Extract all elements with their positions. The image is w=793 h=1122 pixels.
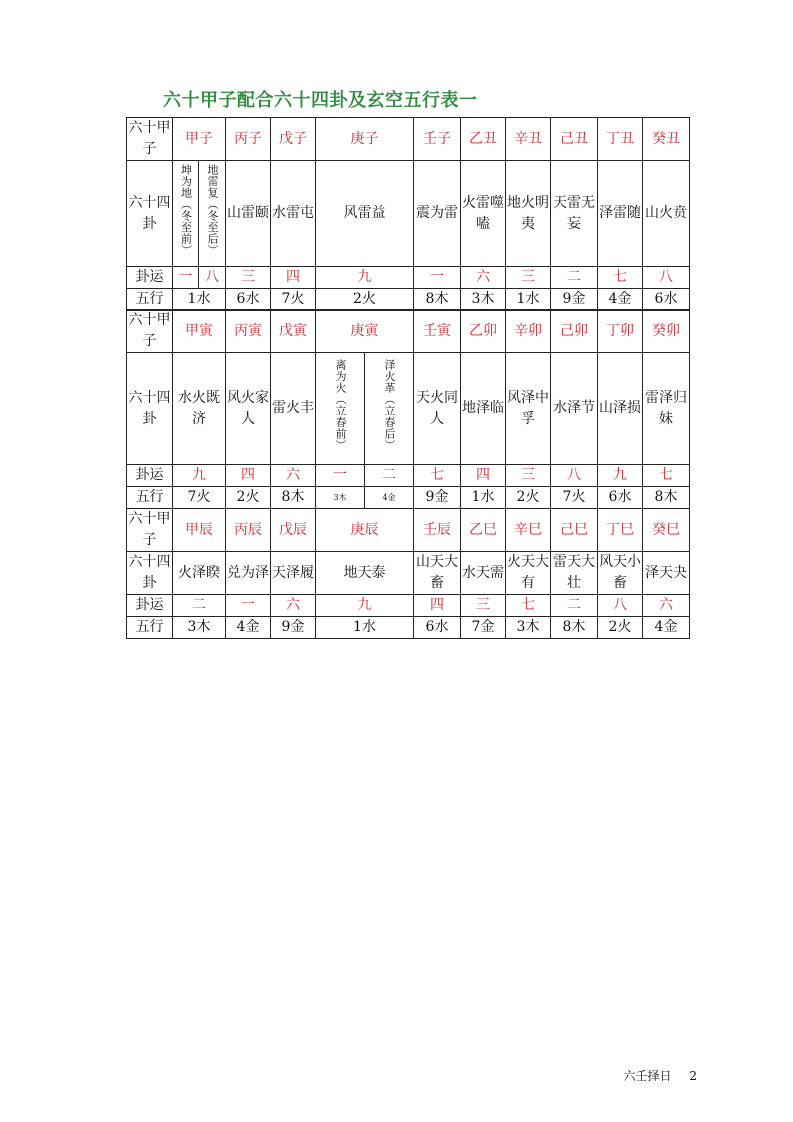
gua-cell: 水雷屯	[271, 161, 316, 267]
yun-cell: 一	[173, 267, 199, 289]
table-jiazi-3	[126, 508, 690, 639]
wuxing-cell: 4金	[365, 487, 414, 509]
jiazi-cell: 壬子	[414, 118, 461, 161]
gua-cell: 泽天夬	[643, 552, 690, 595]
jiazi-cell: 乙卯	[461, 310, 506, 353]
jiazi-cell: 丁卯	[598, 310, 643, 353]
jiazi-cell: 丙子	[226, 118, 271, 161]
wuxing-cell: 3木	[173, 617, 226, 639]
wuxing-cell: 8木	[551, 617, 598, 639]
gua-cell	[365, 353, 414, 465]
yun-cell: 六	[461, 267, 506, 289]
wuxing-cell: 1水	[173, 289, 226, 311]
wuxing-cell: 6水	[643, 289, 690, 311]
gua-cell: 火泽睽	[173, 552, 226, 595]
gua-text: 离为火（立春前）	[334, 359, 347, 451]
yun-cell: 一	[316, 465, 365, 487]
wuxing-cell: 2火	[598, 617, 643, 639]
gua-cell: 风雷益	[316, 161, 414, 267]
gua-text: 地雷复（冬至后）	[206, 164, 219, 256]
yun-cell: 二	[551, 267, 598, 289]
wuxing-cell: 8木	[643, 487, 690, 509]
table-jiazi-2	[126, 309, 690, 509]
yun-cell: 三	[461, 595, 506, 617]
wuxing-cell: 1水	[461, 487, 506, 509]
wuxing-cell: 6水	[226, 289, 271, 311]
jiazi-cell: 甲辰	[173, 509, 226, 552]
yun-cell: 四	[226, 465, 271, 487]
wuxing-cell: 2火	[226, 487, 271, 509]
yun-cell: 八	[643, 267, 690, 289]
jiazi-cell: 辛丑	[506, 118, 551, 161]
page-number: 2	[689, 1069, 697, 1083]
jiazi-cell: 戊寅	[271, 310, 316, 353]
wuxing-cell: 9金	[414, 487, 461, 509]
wuxing-cell: 2火	[506, 487, 551, 509]
jiazi-cell: 癸巳	[643, 509, 690, 552]
wuxing-cell: 3木	[316, 487, 365, 509]
yun-cell: 六	[643, 595, 690, 617]
jiazi-cell: 甲子	[173, 118, 226, 161]
wuxing-cell: 7金	[461, 617, 506, 639]
wuxing-cell: 7火	[271, 289, 316, 311]
gua-cell: 水天需	[461, 552, 506, 595]
gua-cell: 风火家人	[226, 353, 271, 465]
wuxing-cell: 6水	[414, 617, 461, 639]
row-label-wuxing: 五行	[127, 617, 173, 639]
jiazi-cell: 己巳	[551, 509, 598, 552]
yun-cell: 九	[598, 465, 643, 487]
jiazi-cell: 庚辰	[316, 509, 414, 552]
gua-cell: 水火既济	[173, 353, 226, 465]
row-label-yun: 卦运	[127, 267, 173, 289]
wuxing-cell: 3木	[506, 617, 551, 639]
row-label-jiazi: 六十甲子	[127, 310, 173, 353]
table-jiazi-1	[126, 117, 690, 311]
yun-cell: 八	[598, 595, 643, 617]
wuxing-cell: 4金	[643, 617, 690, 639]
yun-cell: 七	[643, 465, 690, 487]
page-title: 六十甲子配合六十四卦及玄空五行表一	[163, 90, 478, 111]
jiazi-cell: 己卯	[551, 310, 598, 353]
gua-cell: 风天小畜	[598, 552, 643, 595]
wuxing-cell: 4金	[598, 289, 643, 311]
gua-cell: 山雷颐	[226, 161, 271, 267]
jiazi-cell: 乙巳	[461, 509, 506, 552]
jiazi-cell: 戊辰	[271, 509, 316, 552]
jiazi-cell: 己丑	[551, 118, 598, 161]
gua-text: 泽火革（立春后）	[383, 359, 396, 451]
yun-cell: 九	[316, 595, 414, 617]
yun-cell: 一	[414, 267, 461, 289]
yun-cell: 四	[414, 595, 461, 617]
yun-cell: 二	[365, 465, 414, 487]
jiazi-cell: 庚寅	[316, 310, 414, 353]
jiazi-cell: 癸丑	[643, 118, 690, 161]
jiazi-cell: 辛巳	[506, 509, 551, 552]
row-label-gua: 六十四卦	[127, 353, 173, 465]
gua-cell: 雷火丰	[271, 353, 316, 465]
yun-cell: 七	[598, 267, 643, 289]
yun-cell: 三	[506, 267, 551, 289]
gua-cell: 天雷无妄	[551, 161, 598, 267]
row-label-jiazi: 六十甲子	[127, 509, 173, 552]
row-label-yun: 卦运	[127, 465, 173, 487]
yun-cell: 四	[271, 267, 316, 289]
yun-cell: 七	[506, 595, 551, 617]
yun-cell: 四	[461, 465, 506, 487]
gua-cell: 泽雷随	[598, 161, 643, 267]
gua-cell: 山火贲	[643, 161, 690, 267]
wuxing-cell: 6水	[598, 487, 643, 509]
yun-cell: 九	[173, 465, 226, 487]
jiazi-cell: 庚子	[316, 118, 414, 161]
jiazi-cell: 癸卯	[643, 310, 690, 353]
row-label-wuxing: 五行	[127, 289, 173, 311]
page-footer	[624, 1067, 697, 1084]
gua-cell: 山泽损	[598, 353, 643, 465]
wuxing-cell: 7火	[551, 487, 598, 509]
footer-label: 六壬择日	[623, 1069, 672, 1083]
jiazi-cell: 丁丑	[598, 118, 643, 161]
yun-cell: 八	[551, 465, 598, 487]
gua-cell: 风泽中孚	[506, 353, 551, 465]
yun-cell: 八	[199, 267, 226, 289]
jiazi-cell: 乙丑	[461, 118, 506, 161]
yun-cell: 三	[506, 465, 551, 487]
yun-cell: 二	[551, 595, 598, 617]
row-label-gua: 六十四卦	[127, 161, 173, 267]
jiazi-cell: 甲寅	[173, 310, 226, 353]
row-label-jiazi: 六十甲子	[127, 118, 173, 161]
wuxing-cell: 9金	[551, 289, 598, 311]
wuxing-cell: 2火	[316, 289, 414, 311]
jiazi-cell: 壬寅	[414, 310, 461, 353]
gua-cell: 火天大有	[506, 552, 551, 595]
gua-cell: 震为雷	[414, 161, 461, 267]
yun-cell: 七	[414, 465, 461, 487]
wuxing-cell: 1水	[506, 289, 551, 311]
gua-cell: 水泽节	[551, 353, 598, 465]
wuxing-cell: 8木	[271, 487, 316, 509]
yun-cell: 六	[271, 465, 316, 487]
row-label-gua: 六十四卦	[127, 552, 173, 595]
gua-cell	[316, 353, 365, 465]
jiazi-cell: 丙寅	[226, 310, 271, 353]
jiazi-cell: 辛卯	[506, 310, 551, 353]
jiazi-cell: 丁巳	[598, 509, 643, 552]
gua-cell: 雷天大壮	[551, 552, 598, 595]
wuxing-cell: 1水	[316, 617, 414, 639]
jiazi-cell: 戊子	[271, 118, 316, 161]
gua-cell: 地天泰	[316, 552, 414, 595]
gua-cell: 地火明夷	[506, 161, 551, 267]
wuxing-cell: 7火	[173, 487, 226, 509]
row-label-wuxing: 五行	[127, 487, 173, 509]
jiazi-cell: 壬辰	[414, 509, 461, 552]
gua-cell: 兑为泽	[226, 552, 271, 595]
gua-cell: 天火同人	[414, 353, 461, 465]
wuxing-cell: 8木	[414, 289, 461, 311]
row-label-yun: 卦运	[127, 595, 173, 617]
yun-cell: 二	[173, 595, 226, 617]
gua-cell	[199, 161, 226, 267]
gua-cell: 天泽履	[271, 552, 316, 595]
yun-cell: 三	[226, 267, 271, 289]
gua-cell	[173, 161, 199, 267]
yun-cell: 六	[271, 595, 316, 617]
wuxing-cell: 3木	[461, 289, 506, 311]
yun-cell: 一	[226, 595, 271, 617]
yun-cell: 九	[316, 267, 414, 289]
gua-text: 坤为地（冬至前）	[179, 164, 193, 256]
gua-cell: 火雷噬嗑	[461, 161, 506, 267]
gua-cell: 山天大畜	[414, 552, 461, 595]
jiazi-cell: 丙辰	[226, 509, 271, 552]
gua-cell: 地泽临	[461, 353, 506, 465]
gua-cell: 雷泽归妹	[643, 353, 690, 465]
wuxing-cell: 9金	[271, 617, 316, 639]
wuxing-cell: 4金	[226, 617, 271, 639]
